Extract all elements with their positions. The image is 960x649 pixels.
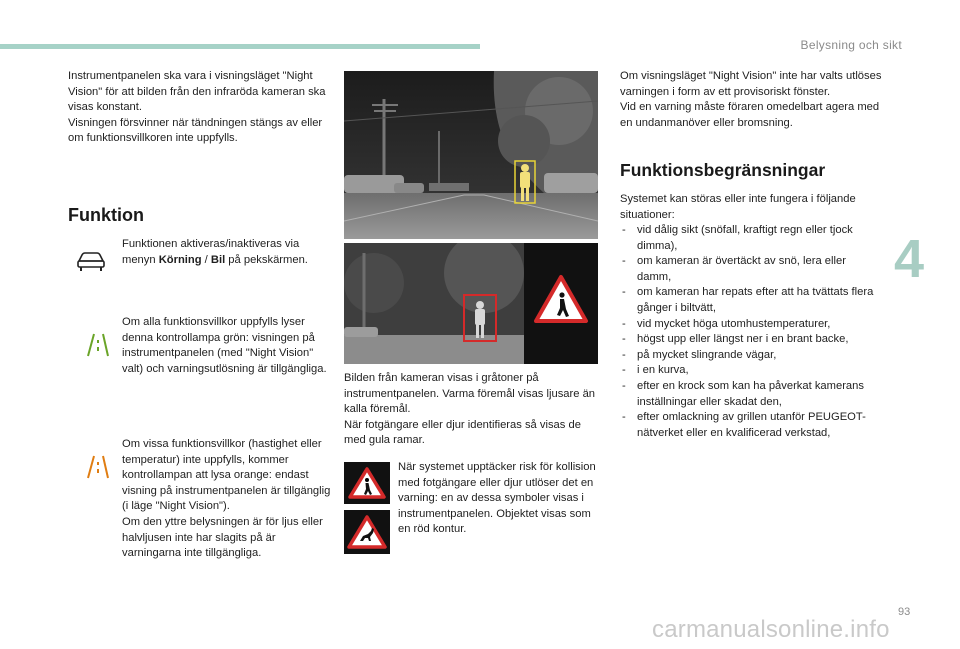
green-lamp-text: Om alla funktionsvillkor uppfylls lyser denna kontrollampa grön: visningen på instrumentpanelen (med "Night Vision" valt) och varningsutlösning är tillgängliga. — [122, 316, 327, 375]
list-item: - på mycket slingrande vägar, — [620, 348, 882, 364]
list-item: - högst upp eller längst ner i en brant backe, — [620, 332, 882, 348]
list-item: - vid dålig sikt (snöfall, kraftigt regn eller tjock dimma), — [620, 223, 882, 254]
collision-warning-text: När systemet upptäcker risk för kollision med fotgängare eller djur utlöser det en varning: en av dessa symboler visas i instrumentpanelen. Objektet visas som en röd kontur. — [398, 461, 596, 536]
menu-korning: Körning — [158, 253, 202, 266]
intro-paragraph: Instrumentpanelen ska vara i visningsläget "Night Vision" för att bilden från den infraröda kameran ska visas konstant. Visningen försvinner när tändningen stängs av eller om funktionsvillkoren inte uppfylls. — [68, 70, 326, 145]
list-item: - om kameran har repats efter att ha tvättats flera gånger i biltvätt, — [620, 285, 882, 316]
night-vision-warning-image — [344, 243, 598, 364]
limitations-list — [620, 223, 882, 441]
car-icon — [76, 251, 106, 278]
section-title: Belysning och sikt — [800, 38, 902, 52]
list-item: - efter omlackning av grillen utanför PEUGEOT-nätverket eller en kvalificerad verkstad, — [620, 410, 882, 441]
list-item: - i en kurva, — [620, 363, 882, 379]
limitations-lead: Systemet kan störas eller inte fungera i följande situationer: — [620, 193, 856, 221]
funktion-heading: Funktion — [68, 205, 144, 225]
page-number: 93 — [898, 606, 911, 618]
night-vision-green-lamp-icon — [76, 318, 110, 363]
list-item: - om kameran är övertäckt av snö, lera eller damm, — [620, 254, 882, 285]
list-item: - vid mycket höga utomhustemperaturer, — [620, 317, 882, 333]
header-accent-bar — [0, 44, 480, 49]
limitations-heading: Funktionsbegränsningar — [620, 160, 826, 180]
chapter-number: 4 — [894, 229, 925, 289]
camera-caption: Bilden från kameran visas i gråtoner på instrumentpanelen. Varma föremål visas ljusare än kalla föremål. När fotgängare eller djur identifieras så visas de med gula ramar. — [344, 372, 596, 447]
pedestrian-warning-icon — [344, 462, 390, 509]
list-item: - efter en krock som kan ha påverkat kamerans inställningar eller skadat den, — [620, 379, 882, 410]
night-vision-camera-image — [344, 71, 598, 239]
watermark: carmanualsonline.info — [652, 616, 890, 643]
activation-text: Funktionen aktiveras/inaktiveras via menyn Körning / Bil på pekskärmen. — [122, 238, 308, 266]
night-vision-orange-lamp-icon — [76, 440, 110, 485]
col3-intro: Om visningsläget "Night Vision" inte har valts utlöses varningen i form av ett provisoriskt fönster. Vid en varning måste föraren omedelbart agera med en undanmanöver eller bromsning. — [620, 70, 882, 129]
animal-warning-icon — [344, 510, 390, 559]
orange-lamp-text: Om vissa funktionsvillkor (hastighet eller temperatur) inte uppfylls, kommer kontrollampan att lysa orange: endast visning på instrumentpanelen är tillgänglig (i läge "Night Vision"). Om den yttre belysningen är för ljus eller halvljusen inte har slagits på är varningarna inte tillgängliga. — [122, 438, 331, 560]
menu-bil: Bil — [210, 253, 226, 266]
